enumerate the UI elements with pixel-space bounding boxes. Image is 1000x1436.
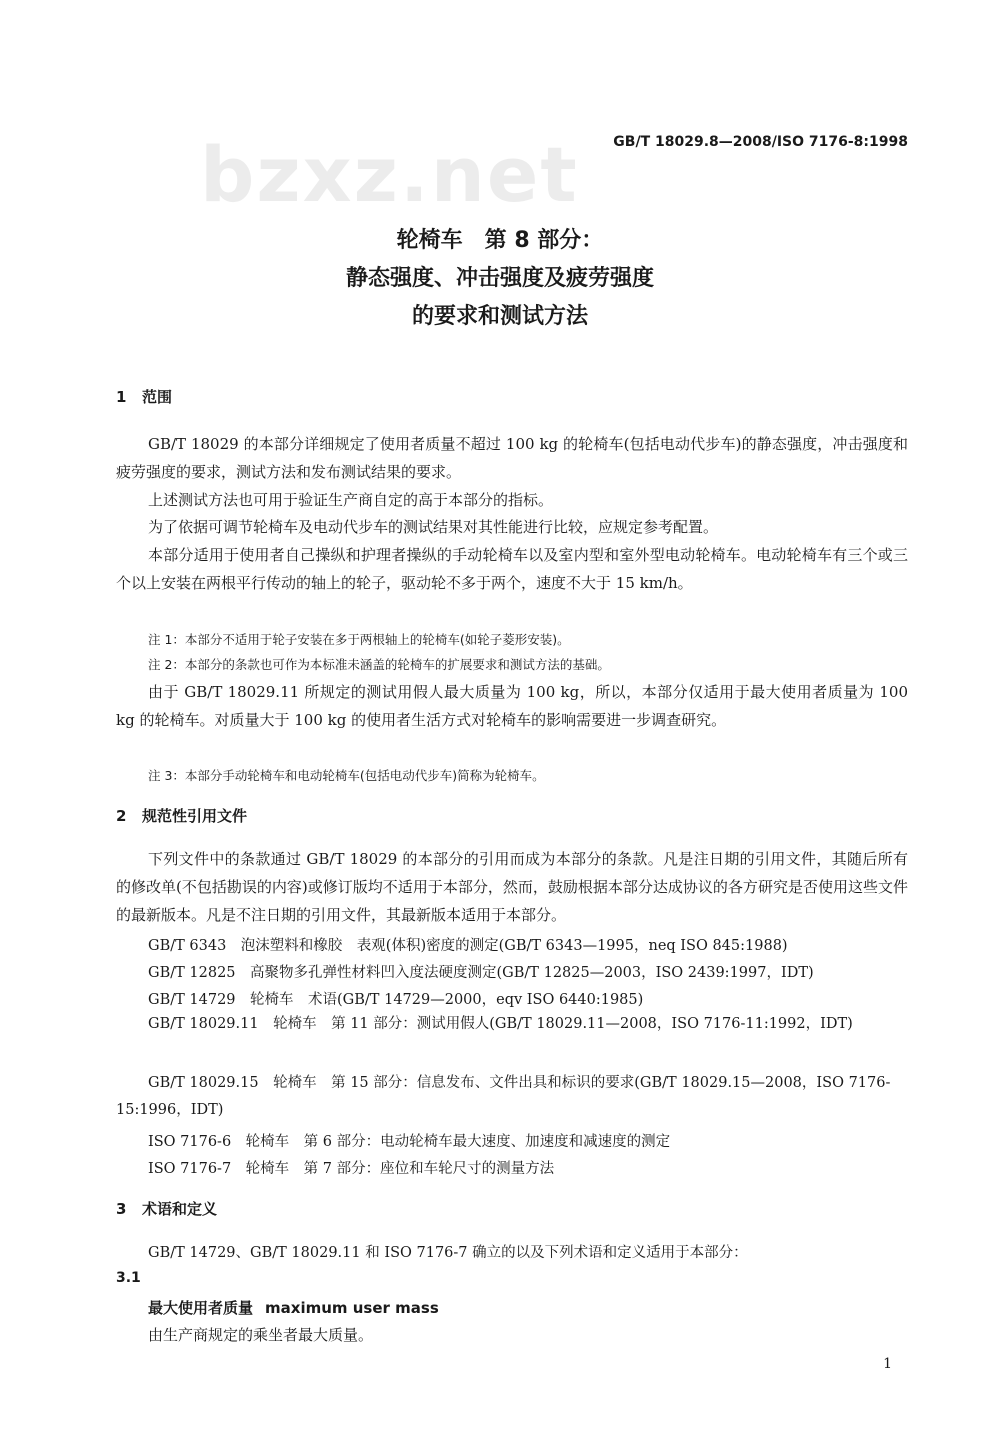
section-1-heading (116, 386, 172, 407)
reference-item: ISO 7176-6 轮椅车 第 6 部分：电动轮椅车最大速度、加速度和减速度的测定 (148, 1134, 671, 1150)
section-3-heading (116, 1198, 217, 1219)
note-1: 注 1：本部分不适用于轮子安装在多于两根轴上的轮椅车(如轮子菱形安装)。 (148, 632, 570, 647)
reference-item: ISO 7176-7 轮椅车 第 7 部分：座位和车轮尺寸的测量方法 (148, 1161, 555, 1177)
section-title: 规范性引用文件 (142, 807, 248, 825)
term-english: maximum user mass (265, 1299, 439, 1317)
paragraph: 为了依据可调节轮椅车及电动代步车的测试结果对其性能进行比较，应规定参考配置。 (148, 518, 719, 536)
paragraph: 下列文件中的条款通过 GB/T 18029 的本部分的引用而成为本部分的条款。凡是注日期的引用文件，其随后所有的修改单(不包括勘误的内容)或修订版均不适用于本部分，然而，鼓励根据本部分达成协议的各方研究是否使用这些文件的最新版本。凡是不注日期的引用文件，其最新版本适用于本部分。 (116, 850, 908, 924)
reference-item: GB/T 14729 轮椅车 术语(GB/T 14729—2000，eqv ISO 6440:1985) (148, 992, 644, 1008)
reference-item: GB/T 6343 泡沫塑料和橡胶 表观(体积)密度的测定(GB/T 6343—1995，neq ISO 845:1988) (148, 938, 788, 954)
section-2-heading (116, 805, 247, 826)
title-line-2: 静态强度、冲击强度及疲劳强度 (345, 266, 654, 291)
section-title: 范围 (142, 388, 173, 406)
paragraph: GB/T 14729、GB/T 18029.11 和 ISO 7176-7 确立的以及下列术语和定义适用于本部分： (148, 1245, 748, 1261)
note-3: 注 3：本部分手动轮椅车和电动轮椅车(包括电动代步车)简称为轮椅车。 (148, 768, 545, 783)
title-line-3: 的要求和测试方法 (411, 304, 588, 329)
document-title (0, 222, 1000, 336)
section-number: 2 (116, 807, 127, 825)
paragraph: 由于 GB/T 18029.11 所规定的测试用假人最大质量为 100 kg，所以，本部分仅适用于最大使用者质量为 100 kg 的轮椅车。对质量大于 100 kg 的使用者生活方式对轮椅车的影响需要进一步调查研究。 (116, 683, 908, 729)
paragraph: 上述测试方法也可用于验证生产商自定的高于本部分的指标。 (148, 491, 554, 509)
page-number: 1 (883, 1356, 892, 1372)
term-number: 3.1 (116, 1270, 141, 1286)
section-title: 术语和定义 (142, 1200, 218, 1218)
standard-code: GB/T 18029.8—2008/ISO 7176-8:1998 (613, 134, 908, 150)
title-line-1: 轮椅车 第 8 部分： (396, 228, 604, 253)
term-chinese: 最大使用者质量 (148, 1299, 254, 1317)
watermark: bzxz.net (200, 130, 579, 219)
reference-item: GB/T 12825 高聚物多孔弹性材料凹入度法硬度测定(GB/T 12825—2003，ISO 2439:1997，IDT) (148, 965, 814, 981)
reference-item: GB/T 18029.11 轮椅车 第 11 部分：测试用假人(GB/T 18029.11—2008，ISO 7176-11:1992，IDT) (148, 1016, 853, 1032)
paragraph: GB/T 18029 的本部分详细规定了使用者质量不超过 100 kg 的轮椅车(包括电动代步车)的静态强度，冲击强度和疲劳强度的要求，测试方法和发布测试结果的要求。 (116, 435, 908, 481)
note-2: 注 2：本部分的条款也可作为本标准未涵盖的轮椅车的扩展要求和测试方法的基础。 (148, 657, 610, 672)
section-number: 1 (116, 388, 127, 406)
term-definition: 由生产商规定的乘坐者最大质量。 (148, 1326, 374, 1344)
paragraph: 本部分适用于使用者自己操纵和护理者操纵的手动轮椅车以及室内型和室外型电动轮椅车。电动轮椅车有三个或三个以上安装在两根平行传动的轴上的轮子，驱动轮不多于两个，速度不大于 15 km/h。 (116, 546, 908, 592)
section-number: 3 (116, 1200, 127, 1218)
term-entry (148, 1297, 439, 1318)
reference-item: GB/T 18029.15 轮椅车 第 15 部分：信息发布、文件出具和标识的要求(GB/T 18029.15—2008，ISO 7176-15:1996，IDT) (116, 1075, 891, 1118)
